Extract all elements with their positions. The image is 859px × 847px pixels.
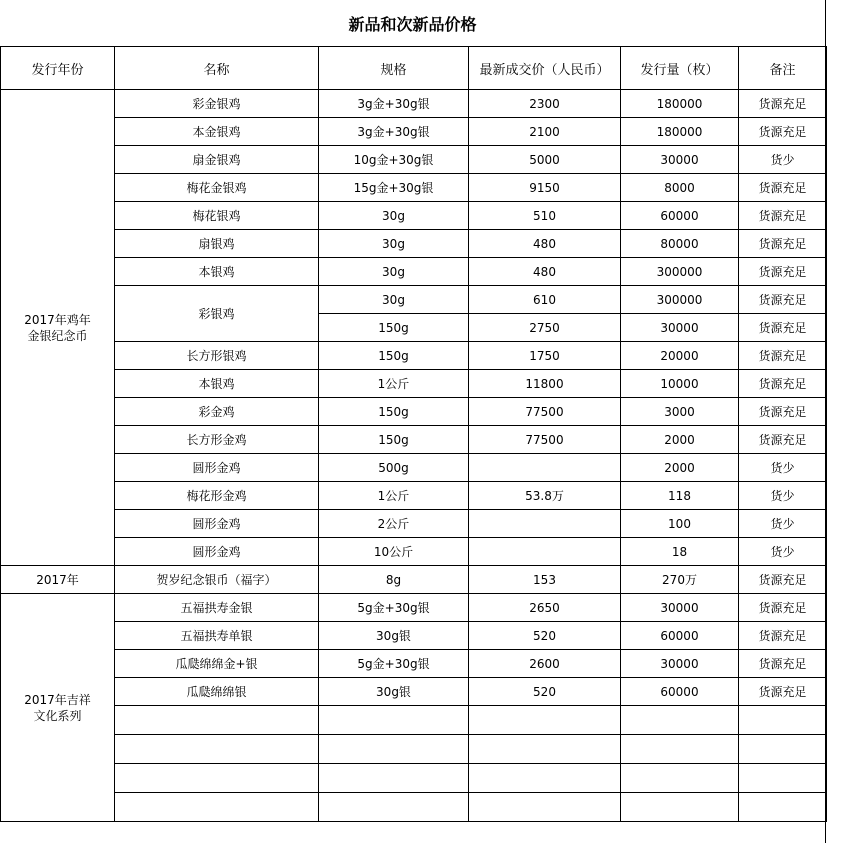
cell-spec[interactable]: 10g金+30g银 (319, 146, 469, 174)
cell-note[interactable]: 货源充足 (739, 622, 827, 650)
table-row (1, 342, 827, 370)
table-row (1, 230, 827, 258)
table-row (1, 286, 827, 314)
cell-price[interactable]: 480 (469, 230, 621, 258)
cell-note[interactable]: 货少 (739, 538, 827, 566)
cell-quantity[interactable]: 30000 (621, 650, 739, 678)
empty-row (1, 764, 827, 793)
empty-cell[interactable] (621, 706, 739, 735)
year-line: 2017年鸡年 (24, 312, 91, 327)
cell-name[interactable]: 五福拱寿金银 (115, 594, 319, 622)
empty-cell[interactable] (739, 764, 827, 793)
table-row (1, 146, 827, 174)
cell-quantity[interactable]: 300000 (621, 258, 739, 286)
year-line: 2017年吉祥 (24, 692, 91, 707)
cell-note[interactable]: 货少 (739, 146, 827, 174)
cell-quantity[interactable]: 10000 (621, 370, 739, 398)
table-row (1, 678, 827, 706)
cell-note[interactable]: 货源充足 (739, 90, 827, 118)
cell-spec[interactable]: 5g金+30g银 (319, 594, 469, 622)
cell-name[interactable]: 扇银鸡 (115, 230, 319, 258)
cell-quantity[interactable]: 20000 (621, 342, 739, 370)
cell-quantity[interactable]: 30000 (621, 314, 739, 342)
cell-year-group[interactable] (1, 566, 115, 594)
cell-price[interactable]: 2100 (469, 118, 621, 146)
cell-name[interactable]: 扇金银鸡 (115, 146, 319, 174)
empty-cell[interactable] (115, 735, 319, 764)
cell-name[interactable]: 贺岁纪念银币（福字） (115, 566, 319, 594)
cell-name[interactable]: 本银鸡 (115, 370, 319, 398)
cell-spec[interactable]: 1公斤 (319, 482, 469, 510)
header-price[interactable]: 最新成交价（人民币） (469, 47, 621, 90)
cell-note[interactable]: 货源充足 (739, 118, 827, 146)
cell-name[interactable]: 圆形金鸡 (115, 538, 319, 566)
cell-price[interactable]: 610 (469, 286, 621, 314)
cell-price[interactable]: 77500 (469, 426, 621, 454)
cell-price[interactable]: 153 (469, 566, 621, 594)
table-row (1, 118, 827, 146)
cell-price[interactable] (469, 510, 621, 538)
cell-year-group[interactable] (1, 90, 115, 566)
table-row (1, 426, 827, 454)
cell-spec[interactable]: 5g金+30g银 (319, 650, 469, 678)
cell-name[interactable]: 瓜瓞绵绵金+银 (115, 650, 319, 678)
empty-cell[interactable] (469, 764, 621, 793)
table-row (1, 370, 827, 398)
cell-price[interactable]: 2650 (469, 594, 621, 622)
cell-spec[interactable]: 3g金+30g银 (319, 118, 469, 146)
cell-price[interactable]: 520 (469, 622, 621, 650)
cell-quantity[interactable]: 2000 (621, 454, 739, 482)
table-row (1, 482, 827, 510)
cell-price[interactable]: 510 (469, 202, 621, 230)
cell-spec[interactable]: 150g (319, 314, 469, 342)
empty-cell[interactable] (115, 793, 319, 822)
cell-quantity[interactable]: 30000 (621, 146, 739, 174)
cell-spec[interactable]: 1公斤 (319, 370, 469, 398)
header-note[interactable]: 备注 (739, 47, 827, 90)
empty-cell[interactable] (319, 735, 469, 764)
table-row (1, 202, 827, 230)
empty-cell[interactable] (621, 793, 739, 822)
empty-cell[interactable] (319, 764, 469, 793)
empty-cell[interactable] (469, 793, 621, 822)
cell-quantity[interactable]: 60000 (621, 202, 739, 230)
table-row (1, 398, 827, 426)
cell-name[interactable]: 彩金银鸡 (115, 90, 319, 118)
cell-quantity[interactable]: 8000 (621, 174, 739, 202)
cell-name[interactable]: 梅花银鸡 (115, 202, 319, 230)
cell-spec[interactable]: 30g (319, 286, 469, 314)
cell-price[interactable] (469, 454, 621, 482)
table-row (1, 566, 827, 594)
cell-quantity[interactable]: 2000 (621, 426, 739, 454)
year-line: 金银纪念币 (27, 328, 88, 343)
empty-cell[interactable] (469, 706, 621, 735)
header-year[interactable]: 发行年份 (1, 47, 115, 90)
cell-price[interactable]: 77500 (469, 398, 621, 426)
sheet-title: 新品和次新品价格 (0, 0, 825, 47)
cell-note[interactable]: 货源充足 (739, 230, 827, 258)
cell-note[interactable]: 货源充足 (739, 678, 827, 706)
cell-name[interactable]: 圆形金鸡 (115, 454, 319, 482)
empty-cell[interactable] (621, 735, 739, 764)
cell-spec[interactable]: 30g (319, 258, 469, 286)
year-line: 文化系列 (33, 708, 82, 723)
cell-spec[interactable]: 2公斤 (319, 510, 469, 538)
cell-quantity[interactable]: 3000 (621, 398, 739, 426)
table-row (1, 174, 827, 202)
empty-cell[interactable] (115, 764, 319, 793)
header-spec[interactable]: 规格 (319, 47, 469, 90)
empty-cell[interactable] (115, 706, 319, 735)
table-row (1, 90, 827, 118)
empty-row (1, 793, 827, 822)
table-row (1, 538, 827, 566)
cell-quantity[interactable]: 100 (621, 510, 739, 538)
cell-quantity[interactable]: 80000 (621, 230, 739, 258)
cell-price[interactable]: 480 (469, 258, 621, 286)
cell-quantity[interactable]: 118 (621, 482, 739, 510)
cell-price[interactable]: 9150 (469, 174, 621, 202)
cell-note[interactable]: 货源充足 (739, 594, 827, 622)
table-body (1, 90, 827, 822)
cell-quantity[interactable]: 60000 (621, 678, 739, 706)
cell-note[interactable]: 货源充足 (739, 174, 827, 202)
cell-spec[interactable]: 3g金+30g银 (319, 90, 469, 118)
cell-spec[interactable]: 150g (319, 398, 469, 426)
cell-name[interactable]: 彩银鸡 (115, 286, 319, 342)
cell-spec[interactable]: 15g金+30g银 (319, 174, 469, 202)
cell-note[interactable]: 货源充足 (739, 370, 827, 398)
year-line: 2017年 (36, 572, 79, 587)
header-quantity[interactable]: 发行量（枚） (621, 47, 739, 90)
cell-quantity[interactable]: 30000 (621, 594, 739, 622)
empty-cell[interactable] (319, 793, 469, 822)
cell-name[interactable]: 本金银鸡 (115, 118, 319, 146)
cell-quantity[interactable]: 180000 (621, 118, 739, 146)
cell-note[interactable]: 货少 (739, 454, 827, 482)
cell-name[interactable]: 彩金鸡 (115, 398, 319, 426)
table-row (1, 594, 827, 622)
cell-price[interactable] (469, 538, 621, 566)
cell-price[interactable]: 2600 (469, 650, 621, 678)
cell-spec[interactable]: 500g (319, 454, 469, 482)
cell-note[interactable]: 货源充足 (739, 286, 827, 314)
cell-note[interactable]: 货源充足 (739, 202, 827, 230)
cell-name[interactable]: 梅花金银鸡 (115, 174, 319, 202)
table-row (1, 650, 827, 678)
cell-note[interactable]: 货源充足 (739, 258, 827, 286)
empty-cell[interactable] (621, 764, 739, 793)
cell-name[interactable]: 五福拱寿单银 (115, 622, 319, 650)
header-name[interactable]: 名称 (115, 47, 319, 90)
cell-spec[interactable]: 8g (319, 566, 469, 594)
cell-name[interactable]: 圆形金鸡 (115, 510, 319, 538)
table-row (1, 622, 827, 650)
table-row (1, 258, 827, 286)
table-row (1, 454, 827, 482)
cell-note[interactable]: 货少 (739, 510, 827, 538)
cell-price[interactable]: 11800 (469, 370, 621, 398)
empty-cell[interactable] (739, 706, 827, 735)
empty-row (1, 706, 827, 735)
cell-price[interactable]: 520 (469, 678, 621, 706)
cell-note[interactable]: 货源充足 (739, 426, 827, 454)
cell-spec[interactable]: 30g银 (319, 678, 469, 706)
cell-spec[interactable]: 150g (319, 342, 469, 370)
cell-quantity[interactable]: 18 (621, 538, 739, 566)
cell-note[interactable]: 货源充足 (739, 566, 827, 594)
empty-cell[interactable] (739, 735, 827, 764)
cell-quantity[interactable]: 180000 (621, 90, 739, 118)
cell-price[interactable]: 2300 (469, 90, 621, 118)
cell-name[interactable]: 瓜瓞绵绵银 (115, 678, 319, 706)
cell-spec[interactable]: 30g (319, 230, 469, 258)
header-row (1, 47, 827, 90)
cell-spec[interactable]: 150g (319, 426, 469, 454)
cell-spec[interactable]: 10公斤 (319, 538, 469, 566)
empty-cell[interactable] (739, 793, 827, 822)
empty-row (1, 735, 827, 764)
cell-quantity[interactable]: 60000 (621, 622, 739, 650)
empty-cell[interactable] (319, 706, 469, 735)
cell-spec[interactable]: 30g银 (319, 622, 469, 650)
cell-note[interactable]: 货源充足 (739, 342, 827, 370)
cell-quantity[interactable]: 300000 (621, 286, 739, 314)
cell-year-group[interactable] (1, 594, 115, 822)
cell-note[interactable]: 货源充足 (739, 398, 827, 426)
cell-price[interactable]: 1750 (469, 342, 621, 370)
table-row (1, 510, 827, 538)
cell-name[interactable]: 长方形金鸡 (115, 426, 319, 454)
cell-note[interactable]: 货少 (739, 482, 827, 510)
cell-name[interactable]: 长方形银鸡 (115, 342, 319, 370)
cell-name[interactable]: 本银鸡 (115, 258, 319, 286)
cell-spec[interactable]: 30g (319, 202, 469, 230)
cell-price[interactable]: 2750 (469, 314, 621, 342)
empty-cell[interactable] (469, 735, 621, 764)
cell-name[interactable]: 梅花形金鸡 (115, 482, 319, 510)
price-table (0, 46, 827, 822)
cell-note[interactable]: 货源充足 (739, 314, 827, 342)
cell-price[interactable]: 53.8万 (469, 482, 621, 510)
cell-price[interactable]: 5000 (469, 146, 621, 174)
cell-note[interactable]: 货源充足 (739, 650, 827, 678)
cell-quantity[interactable]: 270万 (621, 566, 739, 594)
